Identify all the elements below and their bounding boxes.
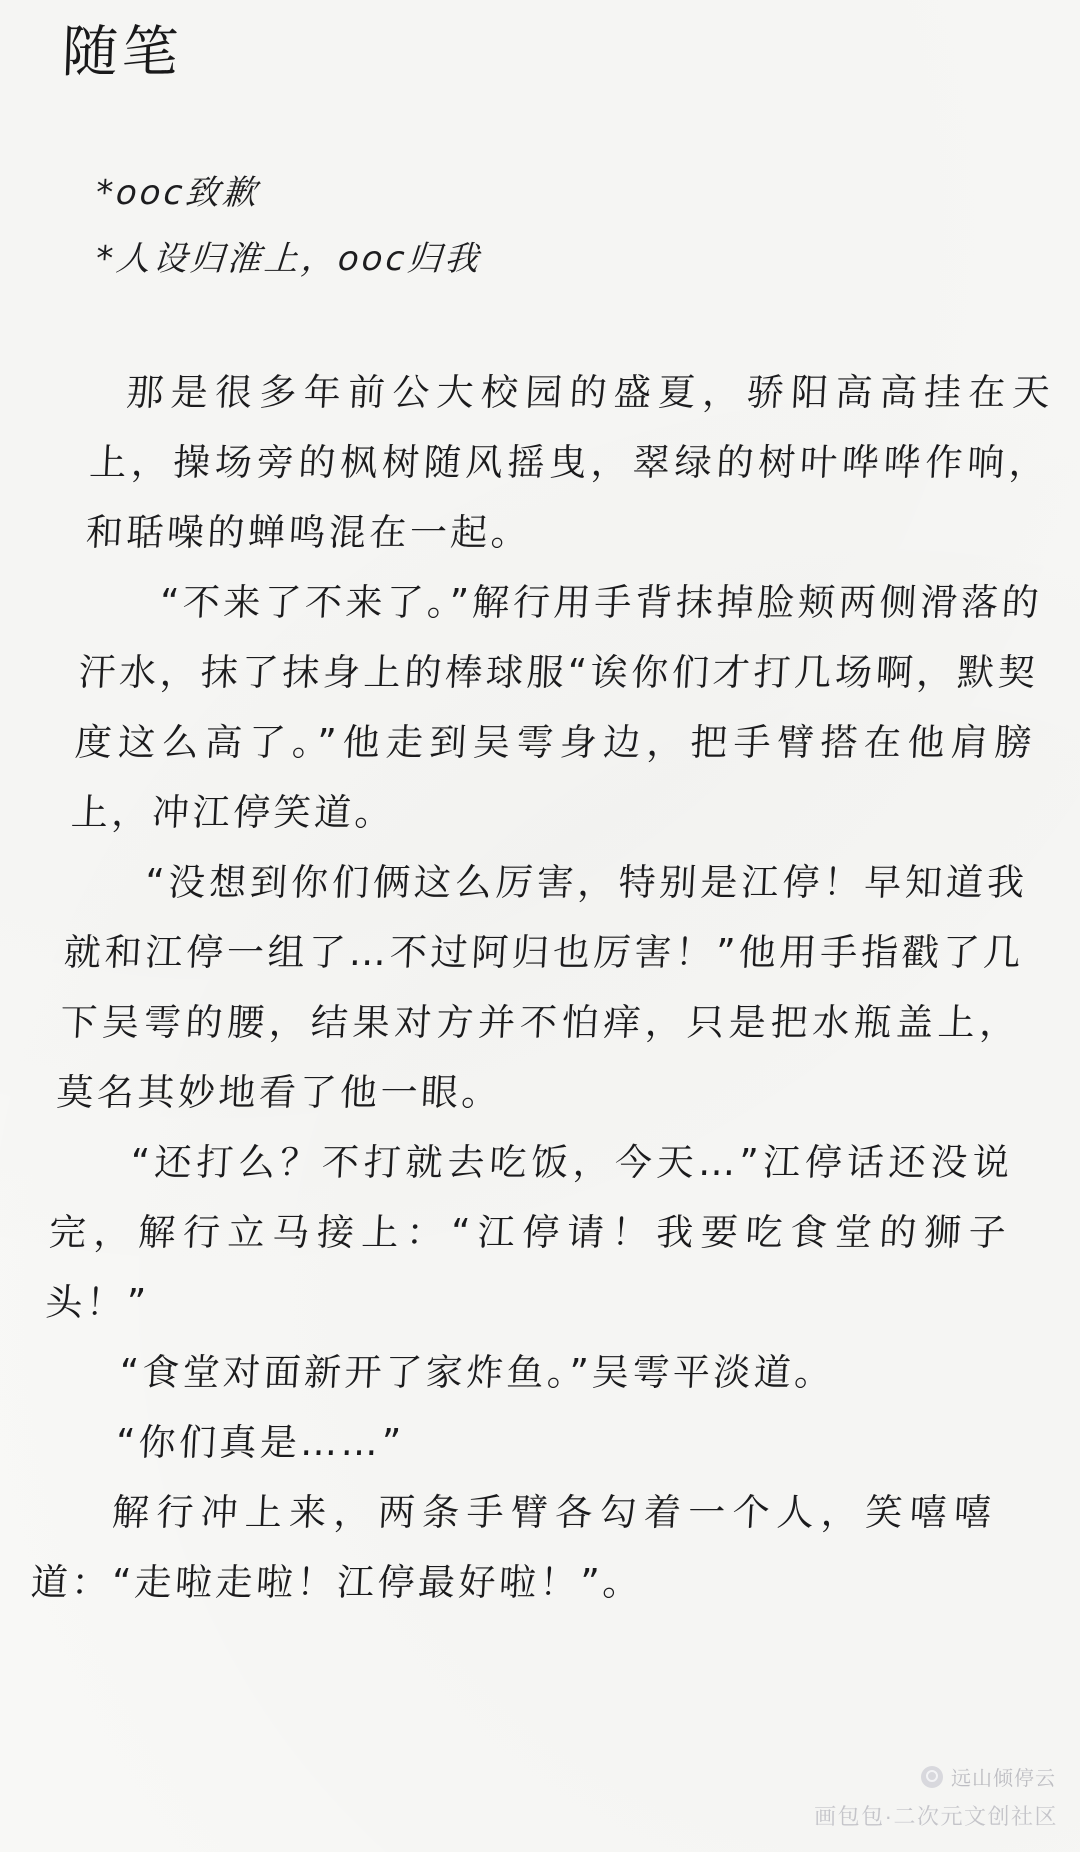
author-note-line: *人设归淮上，ooc归我 (94, 239, 483, 280)
paragraph: “食堂对面新开了家炸鱼。”吴雩平淡道。 (118, 1351, 837, 1394)
story-body (29, 358, 1055, 1618)
paragraph: “你们真是……” (114, 1421, 406, 1464)
avatar-icon (921, 1766, 943, 1788)
watermark-username-label: 远山倾停云 (951, 1768, 1056, 1790)
page-title: 随笔 (60, 20, 184, 85)
paragraph: 解行冲上来，两条手臂各勾着一个人，笑嘻嘻道：“走啦走啦！江停最好啦！”。 (29, 1491, 996, 1604)
author-note-line: *ooc致歉 (94, 173, 261, 213)
paragraph: 那是很多年前公大校园的盛夏，骄阳高高挂在天上，操场旁的枫树随风摇曳，翠绿的树叶哗哗作响，和聒噪的蝉鸣混在一起。 (84, 371, 1055, 554)
paragraph: “不来了不来了。”解行用手背抹掉脸颊两侧滑落的汗水，抹了抹身上的棒球服“诶你们才打几场啊，默契度这么高了。”他走到吴雩身边，把手臂搭在他肩膀上，冲江停笑道。 (70, 581, 1044, 834)
paragraph: “还打么？不打就去吃饭，今天…”江停话还没说完，解行立马接上：“江停请！我要吃食堂的狮子头！” (44, 1141, 1014, 1324)
watermark-username (921, 1762, 1056, 1791)
watermark-site: 画包包·二次元文创社区 (814, 1804, 1058, 1829)
author-notes (96, 160, 976, 293)
paragraph: “没想到你们俩这么厉害，特别是江停！早知道我就和江停一组了…不过阿归也厉害！”他用手指戳了几下吴雩的腰，结果对方并不怕痒，只是把水瓶盖上，莫名其妙地看了他一眼。 (55, 861, 1029, 1114)
